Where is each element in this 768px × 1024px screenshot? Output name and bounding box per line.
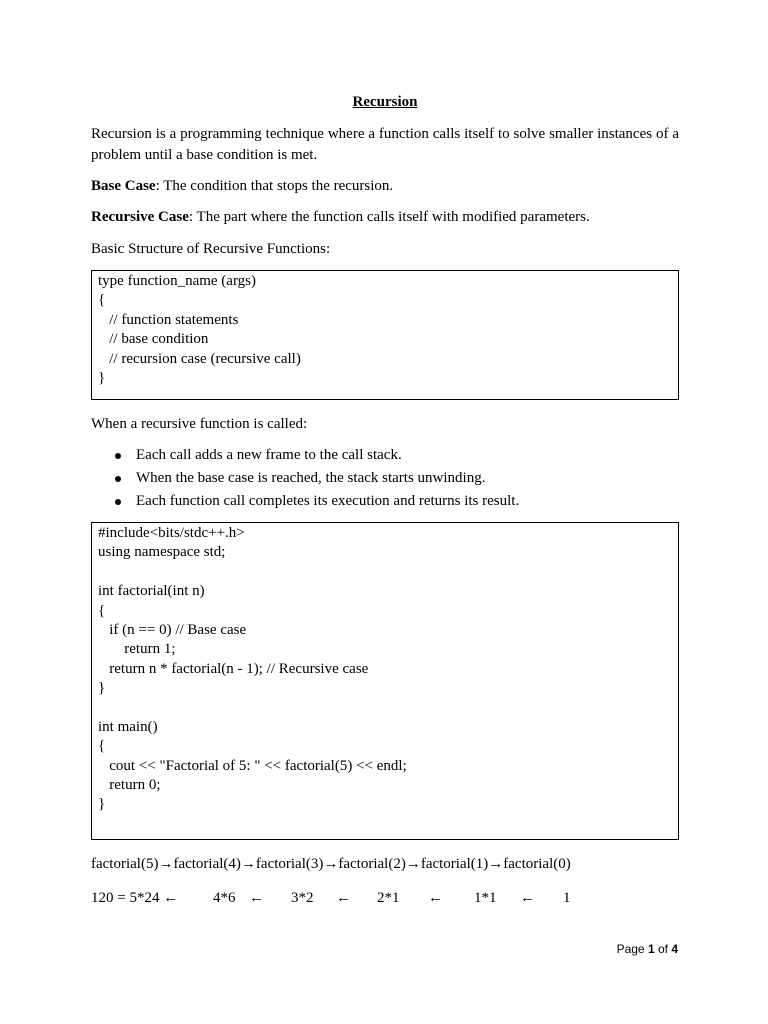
code-line	[92, 563, 678, 582]
code-line: }	[98, 796, 106, 813]
code-line: return 0;	[98, 777, 161, 794]
bullet-icon	[115, 476, 121, 482]
page-number: Page 1 of 4	[616, 942, 678, 956]
page-title: Recursion	[352, 94, 418, 110]
code-line: return n * factorial(n - 1); // Recursive case	[98, 660, 369, 677]
code-line: cout << "Factorial of 5: " << factorial(5) << endl;	[98, 757, 407, 774]
list-item: Each call adds a new frame to the call stack.	[91, 444, 679, 467]
unwind-step: 2*1	[377, 890, 400, 906]
bullet-icon	[115, 453, 121, 459]
code-line: {	[98, 602, 106, 619]
unwind-arrow: ←	[249, 890, 264, 906]
bullet-icon	[115, 499, 121, 505]
current-page: 1	[647, 942, 655, 956]
factorial-code-box	[91, 522, 679, 840]
base-case-term: Base Case	[91, 178, 156, 194]
unwind-arrow: ←	[336, 890, 351, 906]
structure-code-box	[91, 270, 679, 400]
called-heading: When a recursive function is called:	[91, 416, 308, 432]
unwind-arrow: ←	[520, 890, 535, 906]
code-line: int main()	[98, 718, 158, 735]
code-line: }	[98, 680, 106, 697]
base-case-paragraph	[91, 176, 679, 197]
unwind-step: 1*1	[474, 890, 497, 906]
recursive-case-paragraph	[91, 207, 679, 228]
list-item: Each function call completes its execution and returns its result.	[91, 490, 679, 513]
code-line: {	[98, 292, 106, 309]
code-line: int factorial(int n)	[98, 583, 205, 600]
code-line: // function statements	[98, 311, 239, 328]
code-line: // base condition	[98, 331, 209, 348]
code-line: type function_name (args)	[98, 273, 257, 289]
code-line: if (n == 0) // Base case	[98, 621, 247, 638]
call-chain: factorial(5)→factorial(4)→factorial(3)→factorial(2)→factorial(1)→factorial(0)	[91, 856, 571, 872]
code-line: // recursion case (recursive call)	[98, 350, 301, 367]
unwind-step: 4*6	[213, 890, 236, 906]
code-line: }	[98, 369, 106, 386]
unwind-step: 1	[563, 890, 571, 906]
unwind-step: 120 = 5*24 ←	[91, 890, 179, 906]
unwind-step: 3*2	[291, 890, 314, 906]
unwind-chain	[91, 890, 679, 912]
list-item: When the base case is reached, the stack starts unwinding.	[91, 467, 679, 490]
structure-heading: Basic Structure of Recursive Functions:	[91, 241, 331, 257]
code-line	[92, 699, 678, 718]
code-line: {	[98, 738, 106, 755]
recursive-case-term: Recursive Case	[91, 209, 189, 225]
base-case-desc: : The condition that stops the recursion.	[155, 178, 394, 194]
code-line: #include<bits/stdc++.h>	[98, 525, 245, 541]
call-bullet-list	[91, 444, 679, 513]
recursive-case-desc: : The part where the function calls itself with modified parameters.	[188, 209, 590, 225]
unwind-arrow: ←	[428, 890, 443, 906]
code-line: return 1;	[98, 641, 176, 658]
total-pages: 4	[671, 942, 678, 956]
code-line: using namespace std;	[98, 544, 226, 561]
intro-paragraph: Recursion is a programming technique where a function calls itself to solve smaller instances of a problem until a base condition is met.	[91, 126, 679, 163]
